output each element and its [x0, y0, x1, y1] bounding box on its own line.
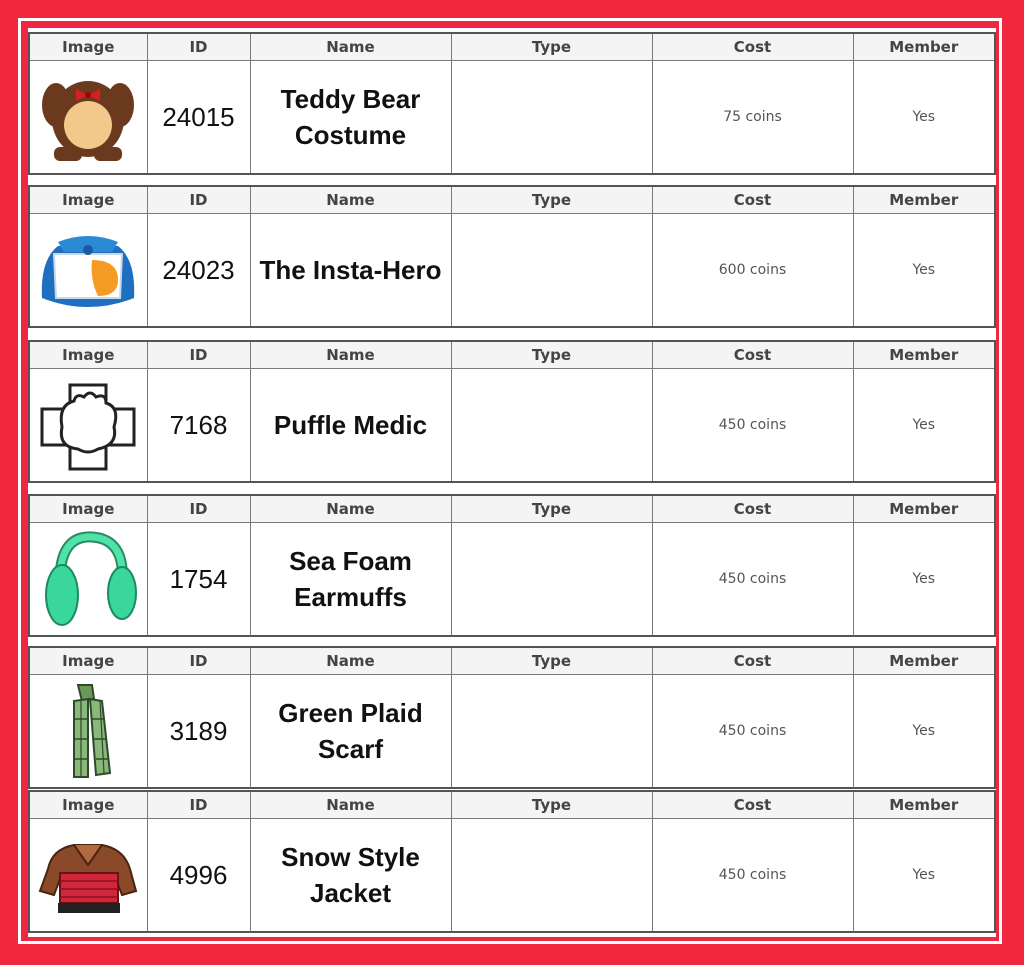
item-cost: 600 coins	[652, 214, 853, 328]
item-id: 3189	[147, 675, 250, 789]
item-name: Green Plaid Scarf	[250, 675, 451, 789]
header-name: Name	[250, 33, 451, 61]
header-member: Member	[853, 791, 995, 819]
header-cost: Cost	[652, 186, 853, 214]
header-row	[29, 647, 995, 675]
header-member: Member	[853, 186, 995, 214]
item-id: 7168	[147, 369, 250, 483]
item-row	[29, 523, 995, 637]
item-table	[28, 340, 996, 483]
item-cost: 450 coins	[652, 523, 853, 637]
item-row	[29, 214, 995, 328]
item-name: Teddy Bear Costume	[250, 61, 451, 175]
header-image: Image	[29, 791, 147, 819]
item-image	[29, 61, 147, 175]
item-member: Yes	[853, 675, 995, 789]
item-cost: 450 coins	[652, 675, 853, 789]
header-id: ID	[147, 495, 250, 523]
item-image	[29, 819, 147, 933]
item-table	[28, 790, 996, 933]
item-row	[29, 369, 995, 483]
header-type: Type	[451, 791, 652, 819]
insta-hero-costume-icon	[32, 220, 144, 320]
header-image: Image	[29, 341, 147, 369]
header-row	[29, 186, 995, 214]
header-id: ID	[147, 186, 250, 214]
header-image: Image	[29, 186, 147, 214]
item-image	[29, 369, 147, 483]
header-row	[29, 33, 995, 61]
item-image	[29, 675, 147, 789]
teddy-bear-costume-icon	[34, 67, 142, 167]
item-name: Snow Style Jacket	[250, 819, 451, 933]
header-cost: Cost	[652, 647, 853, 675]
header-id: ID	[147, 791, 250, 819]
item-row	[29, 675, 995, 789]
item-table	[28, 185, 996, 328]
item-member: Yes	[853, 214, 995, 328]
header-member: Member	[853, 495, 995, 523]
header-name: Name	[250, 341, 451, 369]
item-cost: 75 coins	[652, 61, 853, 175]
header-name: Name	[250, 186, 451, 214]
header-type: Type	[451, 186, 652, 214]
header-cost: Cost	[652, 341, 853, 369]
header-name: Name	[250, 647, 451, 675]
header-type: Type	[451, 341, 652, 369]
item-table	[28, 32, 996, 175]
header-name: Name	[250, 791, 451, 819]
scarf-icon	[48, 679, 128, 783]
item-id: 24023	[147, 214, 250, 328]
header-name: Name	[250, 495, 451, 523]
item-type	[451, 675, 652, 789]
item-row	[29, 61, 995, 175]
header-id: ID	[147, 647, 250, 675]
header-row	[29, 341, 995, 369]
item-type	[451, 61, 652, 175]
item-cost: 450 coins	[652, 819, 853, 933]
item-type	[451, 214, 652, 328]
item-name: Puffle Medic	[250, 369, 451, 483]
item-member: Yes	[853, 819, 995, 933]
item-id: 4996	[147, 819, 250, 933]
item-member: Yes	[853, 61, 995, 175]
header-cost: Cost	[652, 791, 853, 819]
header-cost: Cost	[652, 495, 853, 523]
header-type: Type	[451, 33, 652, 61]
header-member: Member	[853, 341, 995, 369]
item-id: 1754	[147, 523, 250, 637]
item-type	[451, 819, 652, 933]
earmuffs-icon	[34, 527, 142, 631]
item-type	[451, 369, 652, 483]
catalog-panel	[28, 28, 996, 937]
header-image: Image	[29, 495, 147, 523]
header-type: Type	[451, 495, 652, 523]
item-table	[28, 494, 996, 637]
item-type	[451, 523, 652, 637]
item-name: Sea Foam Earmuffs	[250, 523, 451, 637]
item-name: The Insta-Hero	[250, 214, 451, 328]
header-image: Image	[29, 33, 147, 61]
header-id: ID	[147, 33, 250, 61]
header-row	[29, 495, 995, 523]
item-member: Yes	[853, 369, 995, 483]
puffle-medic-icon	[34, 375, 142, 475]
jacket-icon	[34, 829, 142, 921]
header-member: Member	[853, 647, 995, 675]
header-id: ID	[147, 341, 250, 369]
item-member: Yes	[853, 523, 995, 637]
item-row	[29, 819, 995, 933]
header-row	[29, 791, 995, 819]
item-id: 24015	[147, 61, 250, 175]
item-cost: 450 coins	[652, 369, 853, 483]
header-image: Image	[29, 647, 147, 675]
header-member: Member	[853, 33, 995, 61]
header-cost: Cost	[652, 33, 853, 61]
item-image	[29, 214, 147, 328]
item-image	[29, 523, 147, 637]
header-type: Type	[451, 647, 652, 675]
item-table	[28, 646, 996, 789]
